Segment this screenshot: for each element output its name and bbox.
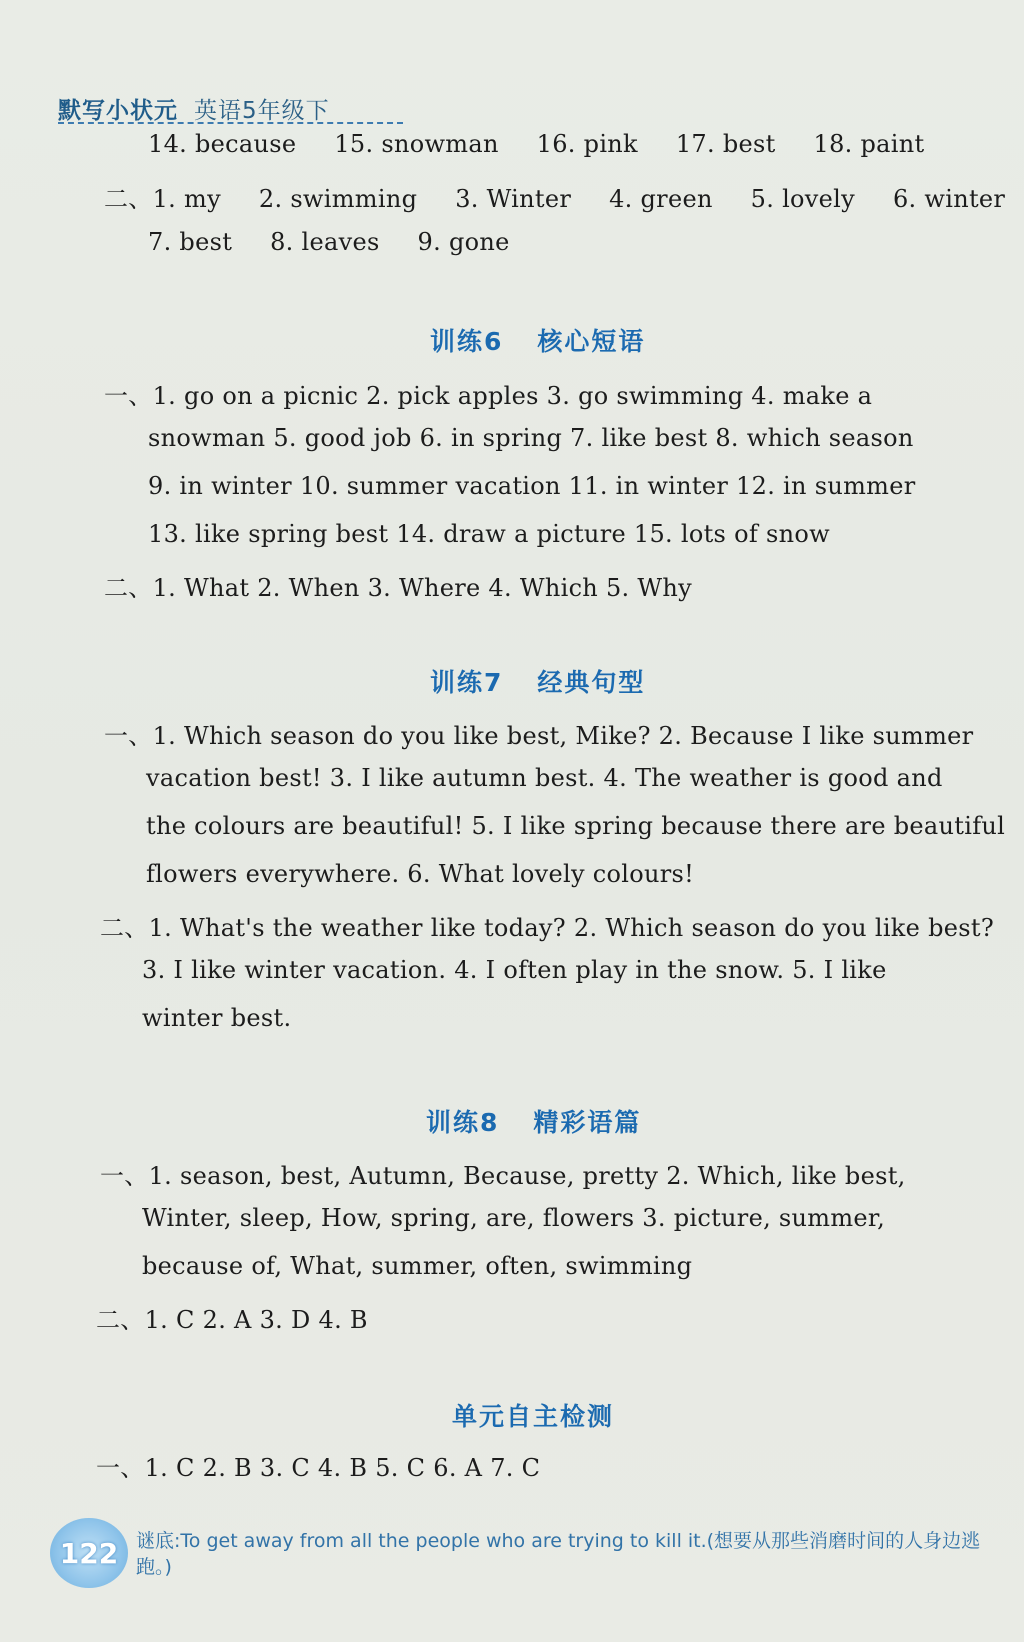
answer-line: flowers everywhere. 6. What lovely colours! (146, 860, 695, 888)
section-heading (452, 1397, 614, 1433)
answer-item: 16. pink (536, 130, 638, 158)
answer-line: 二、1. What 2. When 3. Where 4. Which 5. Why (104, 574, 693, 602)
answer-item: 5. lovely (750, 185, 856, 213)
answer-line (104, 179, 1024, 214)
section-number: 训练7 (430, 668, 504, 697)
header-underline (58, 122, 403, 124)
answer-item: 15. snowman (334, 130, 499, 158)
answer-line: 一、1. C 2. B 3. C 4. B 5. C 6. A 7. C (96, 1454, 541, 1482)
answer-line: 二、1. C 2. A 3. D 4. B (96, 1306, 368, 1334)
answer-item: 7. best (148, 228, 233, 256)
answer-item: 17. best (675, 130, 776, 158)
answer-line: 一、1. go on a picnic 2. pick apples 3. go swimming 4. make a (104, 382, 873, 410)
answer-item: 2. swimming (258, 185, 418, 213)
answer-line: the colours are beautiful! 5. I like spring because there are beautiful (146, 812, 1006, 840)
answer-line: because of, What, summer, often, swimming (142, 1252, 693, 1280)
answer-line: 9. in winter 10. summer vacation 11. in winter 12. in summer (148, 472, 916, 500)
footer (50, 1518, 990, 1578)
page-number: 122 (59, 1536, 119, 1570)
answer-line: 二、1. What's the weather like today? 2. Which season do you like best? (100, 914, 994, 942)
answer-line: 3. I like winter vacation. 4. I often play in the snow. 5. I like (142, 956, 887, 984)
answer-line (148, 130, 954, 158)
answer-line: winter best. (142, 1004, 292, 1032)
answer-line: 一、1. Which season do you like best, Mike? 2. Because I like summer (104, 722, 974, 750)
answer-item: 4. green (609, 185, 713, 213)
section-title: 单元自主检测 (452, 1402, 615, 1431)
section-heading (430, 663, 645, 699)
section-number: 训练6 (430, 327, 504, 356)
answer-item: 3. Winter (455, 185, 572, 213)
page-number-badge (50, 1518, 128, 1588)
answer-item: 6. winter (892, 185, 1006, 213)
riddle-answer: 谜底:To get away from all the people who are trying to kill it.(想要从那些消磨时间的人身边逃跑。) (136, 1530, 981, 1578)
answer-line: snowman 5. good job 6. in spring 7. like best 8. which season (148, 424, 914, 452)
section-title: 经典句型 (537, 668, 646, 697)
answer-item: 14. because (148, 130, 297, 158)
answer-item: 9. gone (417, 228, 510, 256)
answer-line: Winter, sleep, How, spring, are, flowers 3. picture, summer, (142, 1204, 885, 1232)
section-number: 训练8 (426, 1108, 500, 1137)
section-heading (430, 322, 645, 358)
book-header (58, 92, 330, 125)
answer-item: 1. my (152, 185, 221, 213)
section-title: 核心短语 (537, 327, 646, 356)
section-heading (426, 1103, 641, 1139)
part-label: 二、 (104, 185, 153, 213)
book-subtitle: 英语5年级下 (194, 98, 330, 124)
answer-line: 13. like spring best 14. draw a picture 15. lots of snow (148, 520, 830, 548)
answer-line: 一、1. season, best, Autumn, Because, pretty 2. Which, like best, (100, 1162, 906, 1190)
answer-item: 18. paint (813, 130, 925, 158)
answer-line (148, 228, 540, 256)
section-title: 精彩语篇 (533, 1108, 642, 1137)
book-title: 默写小状元 (58, 98, 178, 124)
answer-line: vacation best! 3. I like autumn best. 4. The weather is good and (146, 764, 943, 792)
answer-item: 8. leaves (270, 228, 380, 256)
